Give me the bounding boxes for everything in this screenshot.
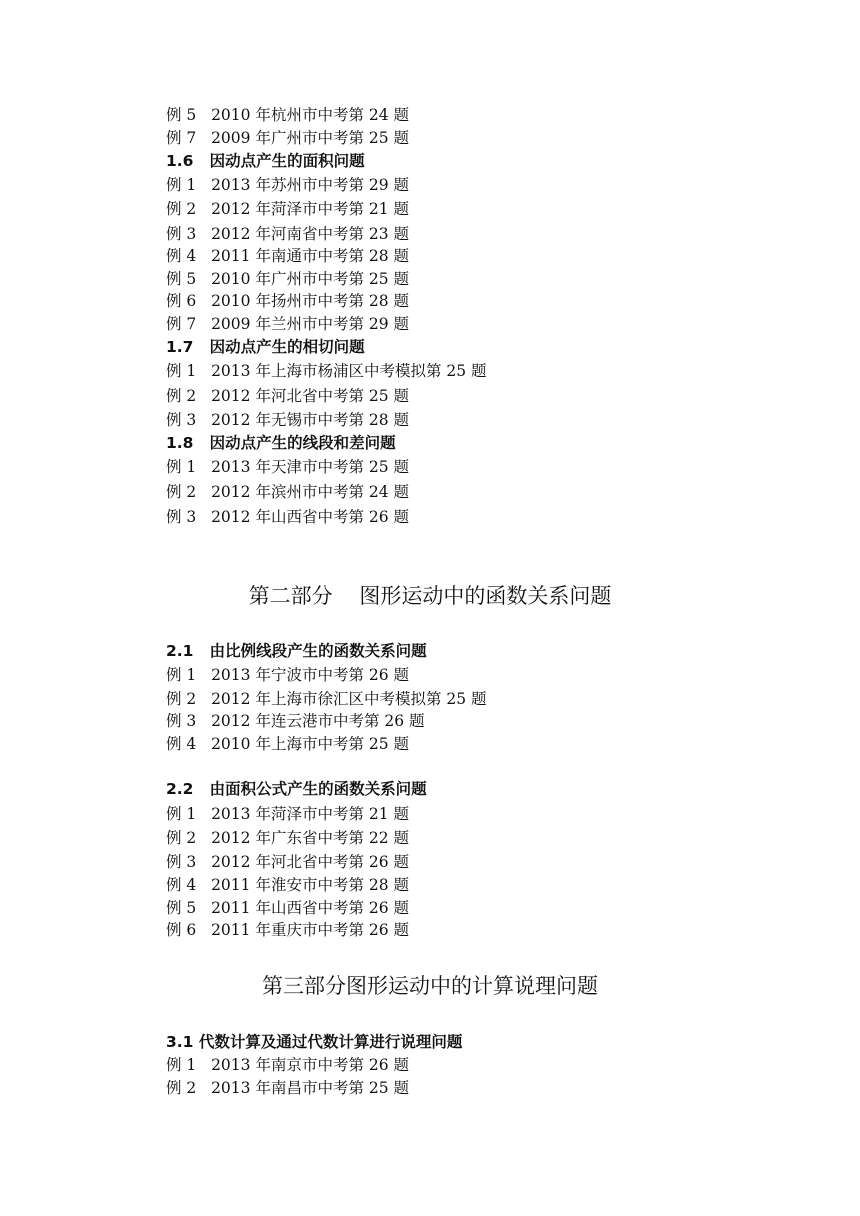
example-line: 例 5 2010 年杭州市中考第 24 题: [166, 106, 410, 124]
example-line: 例 1 2013 年苏州市中考第 29 题: [166, 176, 410, 194]
example-line: 例 7 2009 年兰州市中考第 29 题: [166, 315, 410, 333]
section-heading-2-2: 2.2 由面积公式产生的函数关系问题: [166, 780, 427, 798]
example-line: 例 1 2013 年菏泽市中考第 21 题: [166, 805, 410, 823]
section-heading-2-1: 2.1 由比例线段产生的函数关系问题: [166, 642, 427, 660]
part-title-2: 第二部分 图形运动中的函数关系问题: [248, 584, 612, 608]
example-line: 例 3 2012 年无锡市中考第 28 题: [166, 411, 410, 429]
example-line: 例 4 2011 年南通市中考第 28 题: [166, 247, 410, 265]
part-title-3: 第三部分图形运动中的计算说理问题: [262, 974, 598, 998]
section-heading-1-7: 1.7 因动点产生的相切问题: [166, 338, 365, 356]
example-line: 例 2 2012 年河北省中考第 25 题: [166, 387, 410, 405]
section-heading-1-6: 1.6 因动点产生的面积问题: [166, 152, 365, 170]
example-line: 例 6 2011 年重庆市中考第 26 题: [166, 921, 410, 939]
example-line: 例 2 2012 年上海市徐汇区中考模拟第 25 题: [166, 690, 487, 708]
example-line: 例 6 2010 年扬州市中考第 28 题: [166, 292, 410, 310]
example-line: 例 1 2013 年天津市中考第 25 题: [166, 458, 410, 476]
example-line: 例 2 2012 年滨州市中考第 24 题: [166, 483, 410, 501]
example-line: 例 3 2012 年连云港市中考第 26 题: [166, 712, 425, 730]
example-line: 例 5 2011 年山西省中考第 26 题: [166, 899, 410, 917]
example-line: 例 4 2010 年上海市中考第 25 题: [166, 735, 410, 753]
example-line: 例 1 2013 年上海市杨浦区中考模拟第 25 题: [166, 362, 487, 380]
example-line: 例 4 2011 年淮安市中考第 28 题: [166, 876, 410, 894]
example-line: 例 2 2012 年广东省中考第 22 题: [166, 829, 410, 847]
example-line: 例 7 2009 年广州市中考第 25 题: [166, 129, 410, 147]
example-line: 例 3 2012 年河北省中考第 26 题: [166, 853, 410, 871]
section-heading-1-8: 1.8 因动点产生的线段和差问题: [166, 434, 396, 452]
example-line: 例 3 2012 年河南省中考第 23 题: [166, 225, 410, 243]
example-line: 例 3 2012 年山西省中考第 26 题: [166, 508, 410, 526]
example-line: 例 5 2010 年广州市中考第 25 题: [166, 270, 410, 288]
example-line: 例 1 2013 年宁波市中考第 26 题: [166, 666, 410, 684]
example-line: 例 2 2013 年南昌市中考第 25 题: [166, 1079, 410, 1097]
example-line: 例 1 2013 年南京市中考第 26 题: [166, 1056, 410, 1074]
section-heading-3-1: 3.1 代数计算及通过代数计算进行说理问题: [166, 1033, 463, 1051]
example-line: 例 2 2012 年菏泽市中考第 21 题: [166, 200, 410, 218]
